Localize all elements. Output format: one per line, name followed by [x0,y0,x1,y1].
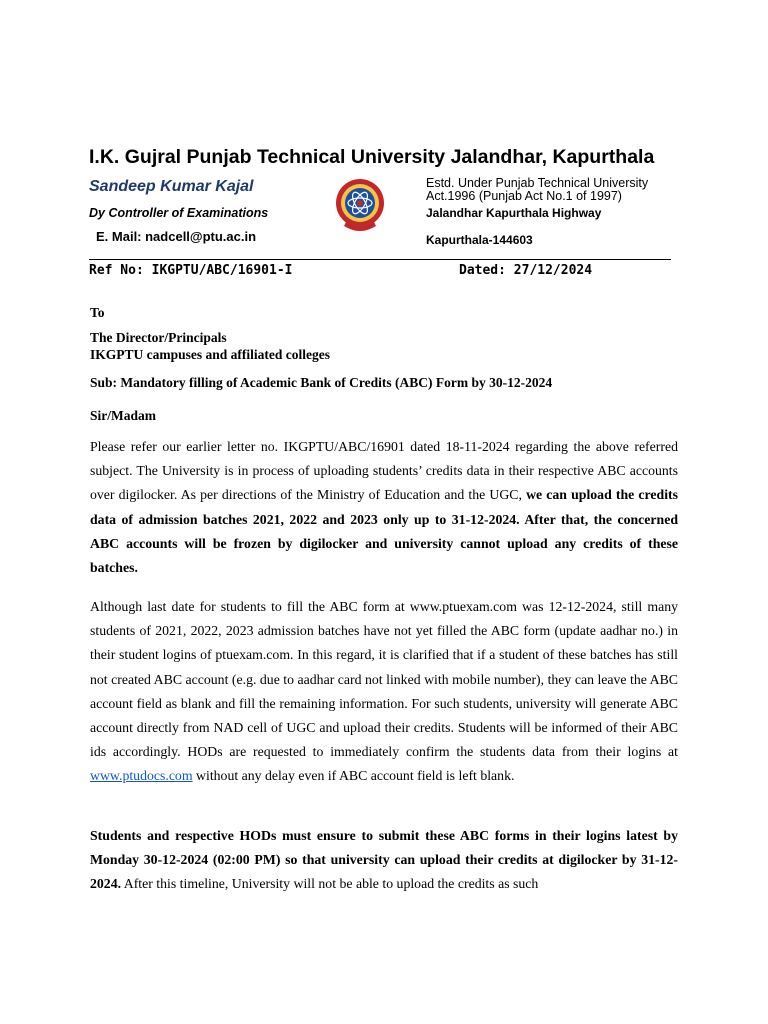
ptudocs-link[interactable]: www.ptudocs.com [90,768,193,784]
paragraph-3-text: After this timeline, University will not be able to upload the credits as such [121,876,539,892]
estd-line-1: Estd. Under Punjab Technical University [426,176,649,190]
reference-number: Ref No: IKGPTU/ABC/16901-I [89,263,293,278]
letter-date: Dated: 27/12/2024 [459,263,593,278]
to-label: To [90,305,105,320]
officer-email: E. Mail: nadcell@ptu.ac.in [96,229,257,244]
paragraph-2-tail: without any delay even if ABC account field is left blank. [192,768,515,784]
paragraph-2-text: Although last date for students to fill the ABC form at www.ptuexam.com was 12-12-2024, still many students of 2021, 2022, 2023 admission batches have not yet filled the ABC form (update aadhar no.) in their student logins of ptuexam.com. In this regard, it is clarified that if a student of these batches has still not created ABC account (e.g. due to aadhar card not linked with mobile number), they can leave the ABC account field as blank and fill the remaining information. For such students, university will generate ABC account directly from NAD cell of UGC and upload their credits. Students will be informed of their ABC ids accordingly. HODs are requested to immediately confirm the students data from their logins at [90,599,678,760]
salutation: Sir/Madam [90,408,156,423]
officer-name: Sandeep Kumar Kajal [89,178,254,195]
paragraph-2 [90,595,678,789]
paragraph-1-emphasis: we can upload the credits data of admission batches 2021, 2022 and 2023 only up to 31-12-2024. After that, the concerned ABC accounts will be frozen by digilocker and university cannot upload any credits of these batches. [90,487,678,576]
address-line-1: Jalandhar Kapurthala Highway [426,206,602,220]
recipient-line-1: The Director/Principals [90,330,227,345]
university-title: I.K. Gujral Punjab Technical University Jalandhar, Kapurthala [89,146,655,168]
paragraph-3-emphasis: Students and respective HODs must ensure to submit these ABC forms in their logins latest by Monday 30-12-2024 (02:00 PM) so that university can upload their credits at digilocker by 31-12-2024. [90,828,678,892]
recipient-line-2: IKGPTU campuses and affiliated colleges [90,347,330,362]
header-divider [89,259,671,260]
paragraph-1 [90,435,678,580]
estd-line-2: Act.1996 (Punjab Act No.1 of 1997) [426,189,622,203]
address-line-2: Kapurthala-144603 [426,233,533,247]
university-seal-icon [334,176,386,236]
paragraph-1-text: Please refer our earlier letter no. IKGPTU/ABC/16901 dated 18-11-2024 regarding the above referred subject. The University is in process of uploading students’ credits data in their respective ABC accounts over digilocker. As per directions of the Ministry of Education and the UGC, [90,439,678,503]
subject-line: Sub: Mandatory filling of Academic Bank of Credits (ABC) Form by 30-12-2024 [90,375,553,390]
paragraph-3 [90,824,678,897]
establishment-note [426,177,648,203]
officer-designation: Dy Controller of Examinations [89,206,269,220]
